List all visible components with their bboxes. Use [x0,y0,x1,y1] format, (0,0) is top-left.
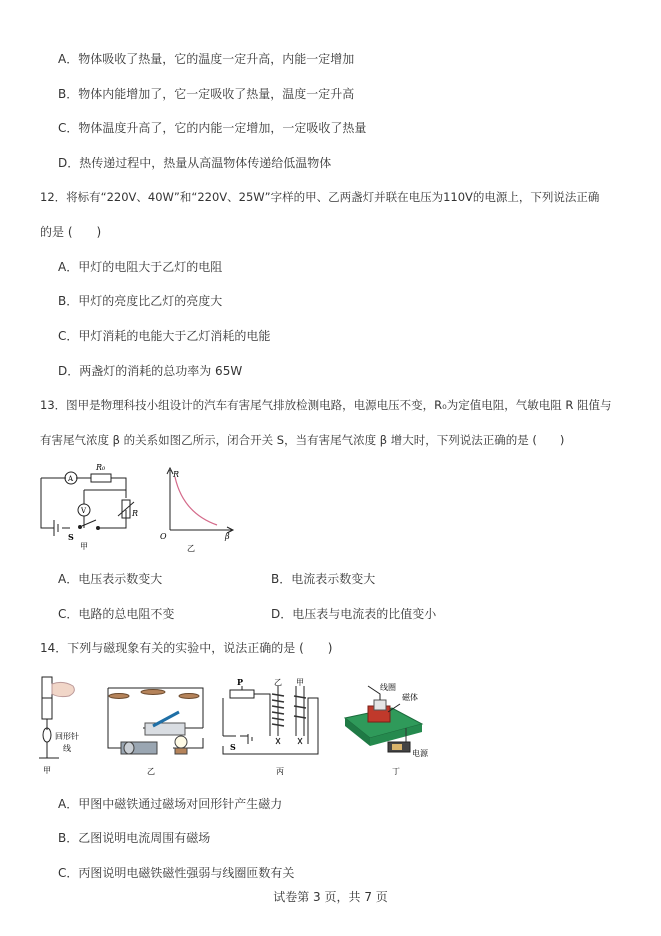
power-label: 电源 [412,749,428,758]
r-label: R [132,509,139,518]
q12-option-d: D．两盏灯的消耗的总功率为 65W [58,364,243,378]
figure-bing-label: 丙 [276,767,284,776]
figure-jia-label: 甲 [80,542,88,551]
graph-origin-label: O [160,532,167,541]
figure-yi-label: 乙 [187,544,195,553]
switch-s-label: S [230,742,236,752]
q12-option-a: A．甲灯的电阻大于乙灯的电阻 [58,260,223,274]
figure-yi-label: 乙 [147,767,155,776]
thread-label: 线 [63,744,71,753]
q13-option-d: D．电压表与电流表的比值变小 [271,607,437,621]
q13-option-b: B．电流表示数变大 [271,572,376,586]
q14-figure-jia [33,672,103,780]
q12-stem-line2: 的是 ( ) [40,225,102,239]
q12-option-c: C．甲灯消耗的电能大于乙灯消耗的电能 [58,329,271,343]
q12-option-b: B．甲灯的亮度比乙灯的亮度大 [58,294,223,308]
q11-option-c: C．物体温度升高了，它的内能一定增加，一定吸收了热量 [58,121,367,135]
page-footer: 试卷第 3 页，共 7 页 [273,890,388,904]
coil-label: 线圈 [380,683,396,692]
voltmeter-label: V [81,507,87,515]
r0-label: R₀ [96,463,106,472]
q13-stem-line2: 有害尾气浓度 β 的关系如图乙所示，闭合开关 S，当有害尾气浓度 β 增大时，下列说法正确的是 ( ) [40,433,565,447]
electromagnet-jia-label: 甲 [296,678,304,687]
q14-option-a: A．甲图中磁铁通过磁场对回形针产生磁力 [58,797,283,811]
q14-figure-yi [103,678,213,780]
q11-option-a: A．物体吸收了热量，它的温度一定升高，内能一定增加 [58,52,355,66]
q13-graph-figure [155,465,240,555]
ammeter-label: A [68,475,74,483]
q13-circuit-figure [36,460,146,552]
q13-stem-line1: 13．图甲是物理科技小组设计的汽车有害尾气排放检测电路，电源电压不变，R₀为定值电阻，气敏电阻 R 阻值与 [40,398,612,412]
r-beta-curve [175,477,217,525]
figure-ding-label: 丁 [392,767,400,776]
graph-x-axis-label: β [225,532,230,541]
paperclip-label: 回形针 [55,732,79,741]
q14-stem: 14．下列与磁现象有关的实验中，说法正确的是 ( ) [40,641,333,655]
q13-option-a: A．电压表示数变大 [58,572,163,586]
q14-figure-ding [340,668,450,780]
q13-option-c: C．电路的总电阻不变 [58,607,175,621]
graph-y-axis-label: R [173,470,180,479]
q11-option-d: D．热传递过程中，热量从高温物体传递给低温物体 [58,156,332,170]
figure-jia-label: 甲 [43,766,51,775]
q11-option-b: B．物体内能增加了，它一定吸收了热量，温度一定升高 [58,87,355,101]
q14-figure-bing [218,676,328,780]
slider-p-label: P [237,677,244,687]
q14-option-b: B．乙图说明电流周围有磁场 [58,831,211,845]
electromagnet-yi-label: 乙 [274,678,282,687]
q14-option-c: C．丙图说明电磁铁磁性强弱与线圈匝数有关 [58,866,295,880]
switch-label: S [68,532,74,542]
q12-stem-line1: 12．将标有“220V、40W”和“220V、25W”字样的甲、乙两盏灯并联在电压为110V的电源上，下列说法正确 [40,190,600,204]
magnet-label: 磁体 [402,693,418,702]
